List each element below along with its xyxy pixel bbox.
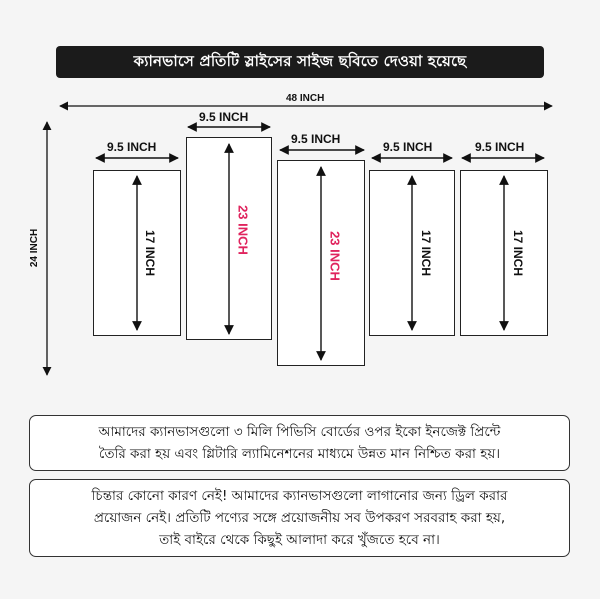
panel-3-width-label: 9.5 INCH [291,132,341,146]
panel-5-height-label: 17 INCH [511,229,525,277]
note-line: চিন্তার কোনো কারণ নেই! আমাদের ক্যানভাসগুলো লাগানোর জন্য ড্রিল করার [91,488,508,504]
panel-5-width-label: 9.5 INCH [475,140,525,154]
total-height-label: 24 INCH [29,228,40,268]
note-line: আমাদের ক্যানভাসগুলো ৩ মিলি পিভিসি বোর্ডের ওপর ইকো ইনজেক্ট প্রিন্টে [98,424,501,440]
panel-2-width-label: 9.5 INCH [199,110,249,124]
note-line: তৈরি করা হয় এবং গ্লিটারি ল্যামিনেশনের মাধ্যমে উন্নত মান নিশ্চিত করা হয়। [98,446,501,462]
total-width-label: 48 INCH [286,93,325,104]
panel-1-height-label: 17 INCH [143,229,157,277]
panel-3-height-label: 23 INCH [327,231,343,281]
panel-1-width-label: 9.5 INCH [107,140,157,154]
material-info-note [29,415,570,471]
installation-info-note [29,479,570,557]
panel-2-height-label: 23 INCH [235,205,251,255]
panel-4-height-label: 17 INCH [419,229,433,277]
banner-text: ক্যানভাসে প্রতিটি স্লাইসের সাইজ ছবিতে দেওয়া হয়েছে [133,51,467,70]
note-line: প্রয়োজন নেই। প্রতিটি পণ্যের সঙ্গে প্রয়োজনীয় সব উপকরণ সরবরাহ করা হয়, [93,510,506,526]
panel-4-width-label: 9.5 INCH [383,140,433,154]
note-line: তাই বাইরে থেকে কিছুই আলাদা করে খুঁজতে হবে না। [159,532,440,548]
